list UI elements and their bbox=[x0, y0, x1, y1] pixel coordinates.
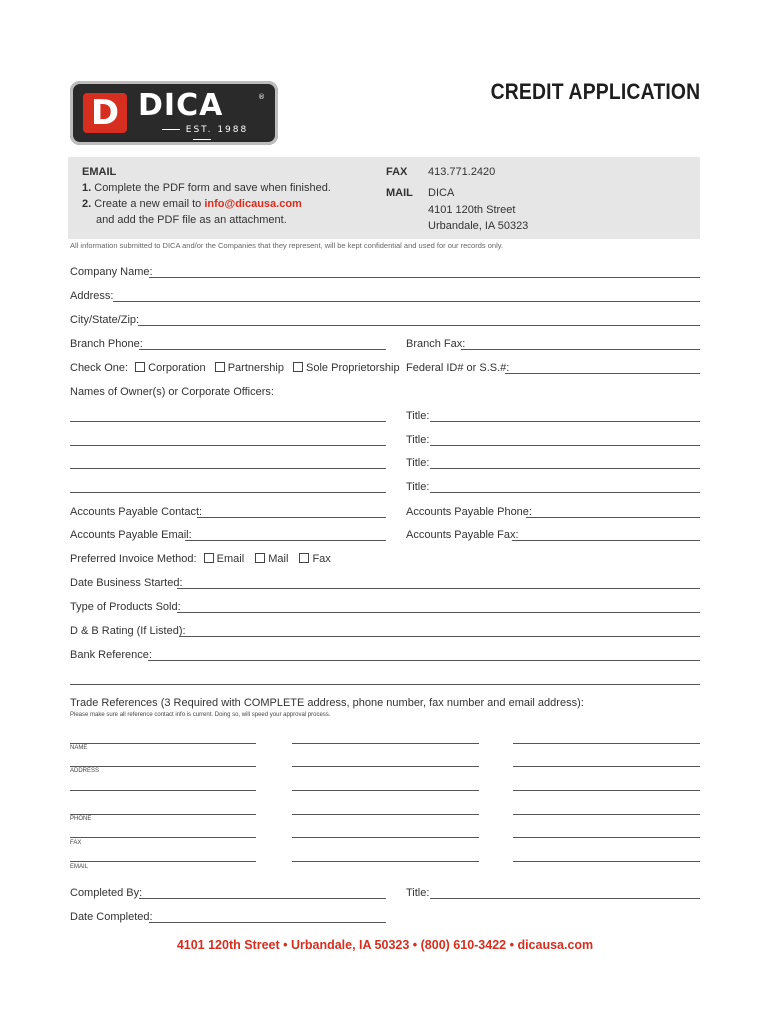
trade-ref-1-line-2[interactable] bbox=[70, 766, 256, 767]
owner-name-field-2[interactable] bbox=[70, 445, 386, 446]
trade-ref-2-line-6[interactable] bbox=[292, 861, 479, 862]
owner-name-field-4[interactable] bbox=[70, 492, 386, 493]
trade-ref-3-line-6[interactable] bbox=[513, 861, 700, 862]
db-rating-label: D & B Rating (If Listed): bbox=[70, 625, 186, 637]
owner-title-field-4[interactable] bbox=[430, 492, 700, 493]
mail-heading: MAIL bbox=[386, 187, 413, 199]
federal-id-field[interactable] bbox=[505, 373, 700, 374]
dica-logo bbox=[70, 81, 278, 145]
invoice-fax-checkbox[interactable] bbox=[299, 553, 309, 563]
company-name-label: Company Name: bbox=[70, 266, 153, 278]
completion-title-label: Title: bbox=[406, 887, 430, 899]
trade-label-name: NAME bbox=[70, 745, 88, 751]
submission-info-box bbox=[68, 157, 700, 239]
invoice-email-checkbox[interactable] bbox=[204, 553, 214, 563]
city-state-zip-label: City/State/Zip: bbox=[70, 314, 140, 326]
trade-label-fax: FAX bbox=[70, 840, 82, 846]
address-label: Address: bbox=[70, 290, 114, 302]
ap-phone-field[interactable] bbox=[526, 517, 700, 518]
trade-label-address: ADDRESS bbox=[70, 768, 100, 774]
mail-line-3: Urbandale, IA 50323 bbox=[428, 220, 529, 232]
ap-contact-label: Accounts Payable Contact: bbox=[70, 506, 203, 518]
trade-ref-3-line-5[interactable] bbox=[513, 837, 700, 838]
page-title: CREDIT APPLICATION bbox=[490, 79, 700, 104]
trade-ref-2-line-5[interactable] bbox=[292, 837, 479, 838]
ap-fax-label: Accounts Payable Fax: bbox=[406, 529, 519, 541]
trade-ref-3-line-4[interactable] bbox=[513, 814, 700, 815]
products-label: Type of Products Sold: bbox=[70, 601, 181, 613]
sole-proprietorship-label: Sole Proprietorship bbox=[306, 362, 400, 374]
mail-line-2: 4101 120th Street bbox=[428, 204, 516, 216]
date-completed-field[interactable] bbox=[149, 922, 386, 923]
owner-title-label-2: Title: bbox=[406, 434, 430, 446]
trade-label-phone: PHONE bbox=[70, 816, 92, 822]
completed-by-label: Completed By: bbox=[70, 887, 143, 899]
owner-title-field-2[interactable] bbox=[430, 445, 700, 446]
owner-title-label-1: Title: bbox=[406, 410, 430, 422]
trade-label-email: EMAIL bbox=[70, 864, 89, 870]
trade-ref-3-line-1[interactable] bbox=[513, 743, 700, 744]
invoice-mail-label: Mail bbox=[268, 553, 289, 565]
owner-title-label-3: Title: bbox=[406, 457, 430, 469]
step-1-text: Complete the PDF form and save when finished. bbox=[94, 182, 331, 194]
ap-fax-field[interactable] bbox=[512, 540, 700, 541]
owner-title-field-1[interactable] bbox=[430, 421, 700, 422]
company-name-field[interactable] bbox=[149, 277, 700, 278]
owner-name-field-3[interactable] bbox=[70, 468, 386, 469]
bank-reference-field-2[interactable] bbox=[70, 684, 700, 685]
owner-title-label-4: Title: bbox=[406, 481, 430, 493]
owners-label: Names of Owner(s) or Corporate Officers: bbox=[70, 386, 274, 398]
completed-by-field[interactable] bbox=[139, 898, 386, 899]
email-step-1 bbox=[82, 180, 331, 196]
bank-reference-label: Bank Reference: bbox=[70, 649, 152, 661]
completion-title-field[interactable] bbox=[430, 898, 700, 899]
owner-name-field-1[interactable] bbox=[70, 421, 386, 422]
branch-phone-field[interactable] bbox=[139, 349, 386, 350]
date-completed-label: Date Completed: bbox=[70, 911, 153, 923]
email-link[interactable]: info@dicausa.com bbox=[204, 198, 302, 210]
invoice-fax-label: Fax bbox=[312, 553, 331, 565]
trade-references-heading: Trade References (3 Required with COMPLETE address, phone number, fax number and email address): bbox=[70, 697, 584, 709]
partnership-checkbox[interactable] bbox=[215, 362, 225, 372]
trade-ref-1-line-5[interactable] bbox=[70, 837, 256, 838]
trade-ref-2-line-1[interactable] bbox=[292, 743, 479, 744]
step-1-number: 1. bbox=[82, 182, 92, 194]
invoice-method-row bbox=[70, 553, 331, 566]
ap-email-label: Accounts Payable Email: bbox=[70, 529, 192, 541]
corporation-checkbox[interactable] bbox=[135, 362, 145, 372]
fax-heading: FAX bbox=[386, 166, 408, 178]
branch-fax-field[interactable] bbox=[461, 349, 700, 350]
bank-reference-field[interactable] bbox=[148, 660, 700, 661]
trade-ref-1-line-3[interactable] bbox=[70, 790, 256, 791]
mail-line-1: DICA bbox=[428, 187, 455, 199]
email-step-2-cont: and add the PDF file as an attachment. bbox=[96, 214, 287, 226]
step-2-number: 2. bbox=[82, 198, 92, 210]
trade-ref-3-line-3[interactable] bbox=[513, 790, 700, 791]
confidentiality-note: All information submitted to DICA and/or the Companies that they represent, will be kept confidential and used for our records only. bbox=[70, 241, 504, 250]
corporation-label: Corporation bbox=[148, 362, 206, 374]
trade-ref-1-line-1[interactable] bbox=[70, 743, 256, 744]
trade-ref-2-line-2[interactable] bbox=[292, 766, 479, 767]
trade-ref-1-line-4[interactable] bbox=[70, 814, 256, 815]
city-state-zip-field[interactable] bbox=[138, 325, 700, 326]
invoice-email-label: Email bbox=[216, 553, 245, 565]
email-heading: EMAIL bbox=[82, 166, 117, 178]
sole-proprietorship-checkbox[interactable] bbox=[293, 362, 303, 372]
trade-ref-2-line-3[interactable] bbox=[292, 790, 479, 791]
invoice-method-label: Preferred Invoice Method: bbox=[70, 553, 197, 565]
check-one-row bbox=[70, 362, 400, 375]
trade-ref-3-line-2[interactable] bbox=[513, 766, 700, 767]
date-started-field[interactable] bbox=[177, 588, 700, 589]
step-2-text: Create a new email to bbox=[94, 198, 205, 210]
trade-ref-2-line-4[interactable] bbox=[292, 814, 479, 815]
ap-email-field[interactable] bbox=[185, 540, 386, 541]
ap-contact-field[interactable] bbox=[197, 517, 386, 518]
logo-letter: D bbox=[83, 93, 127, 133]
branch-phone-label: Branch Phone: bbox=[70, 338, 143, 350]
owner-title-field-3[interactable] bbox=[430, 468, 700, 469]
date-started-label: Date Business Started: bbox=[70, 577, 183, 589]
partnership-label: Partnership bbox=[227, 362, 284, 374]
federal-id-label: Federal ID# or S.S.#: bbox=[406, 362, 510, 374]
check-one-label: Check One: bbox=[70, 362, 129, 374]
trade-ref-1-line-6[interactable] bbox=[70, 861, 256, 862]
logo-registered: ® bbox=[258, 93, 265, 101]
fax-number: 413.771.2420 bbox=[428, 166, 496, 178]
address-field[interactable] bbox=[113, 301, 700, 302]
trade-references-note: Please make sure all reference contact info is current. Doing so, will speed your approval process. bbox=[70, 712, 331, 718]
invoice-mail-checkbox[interactable] bbox=[255, 553, 265, 563]
branch-fax-label: Branch Fax: bbox=[406, 338, 466, 350]
logo-wordmark: DICA bbox=[138, 88, 224, 123]
footer-contact: 4101 120th Street • Urbandale, IA 50323 • (800) 610-3422 • dicausa.com bbox=[176, 938, 594, 952]
db-rating-field[interactable] bbox=[179, 636, 700, 637]
logo-established: EST. 1988 bbox=[142, 125, 262, 145]
email-step-2 bbox=[82, 196, 302, 212]
products-field[interactable] bbox=[177, 612, 700, 613]
ap-phone-label: Accounts Payable Phone: bbox=[406, 506, 532, 518]
